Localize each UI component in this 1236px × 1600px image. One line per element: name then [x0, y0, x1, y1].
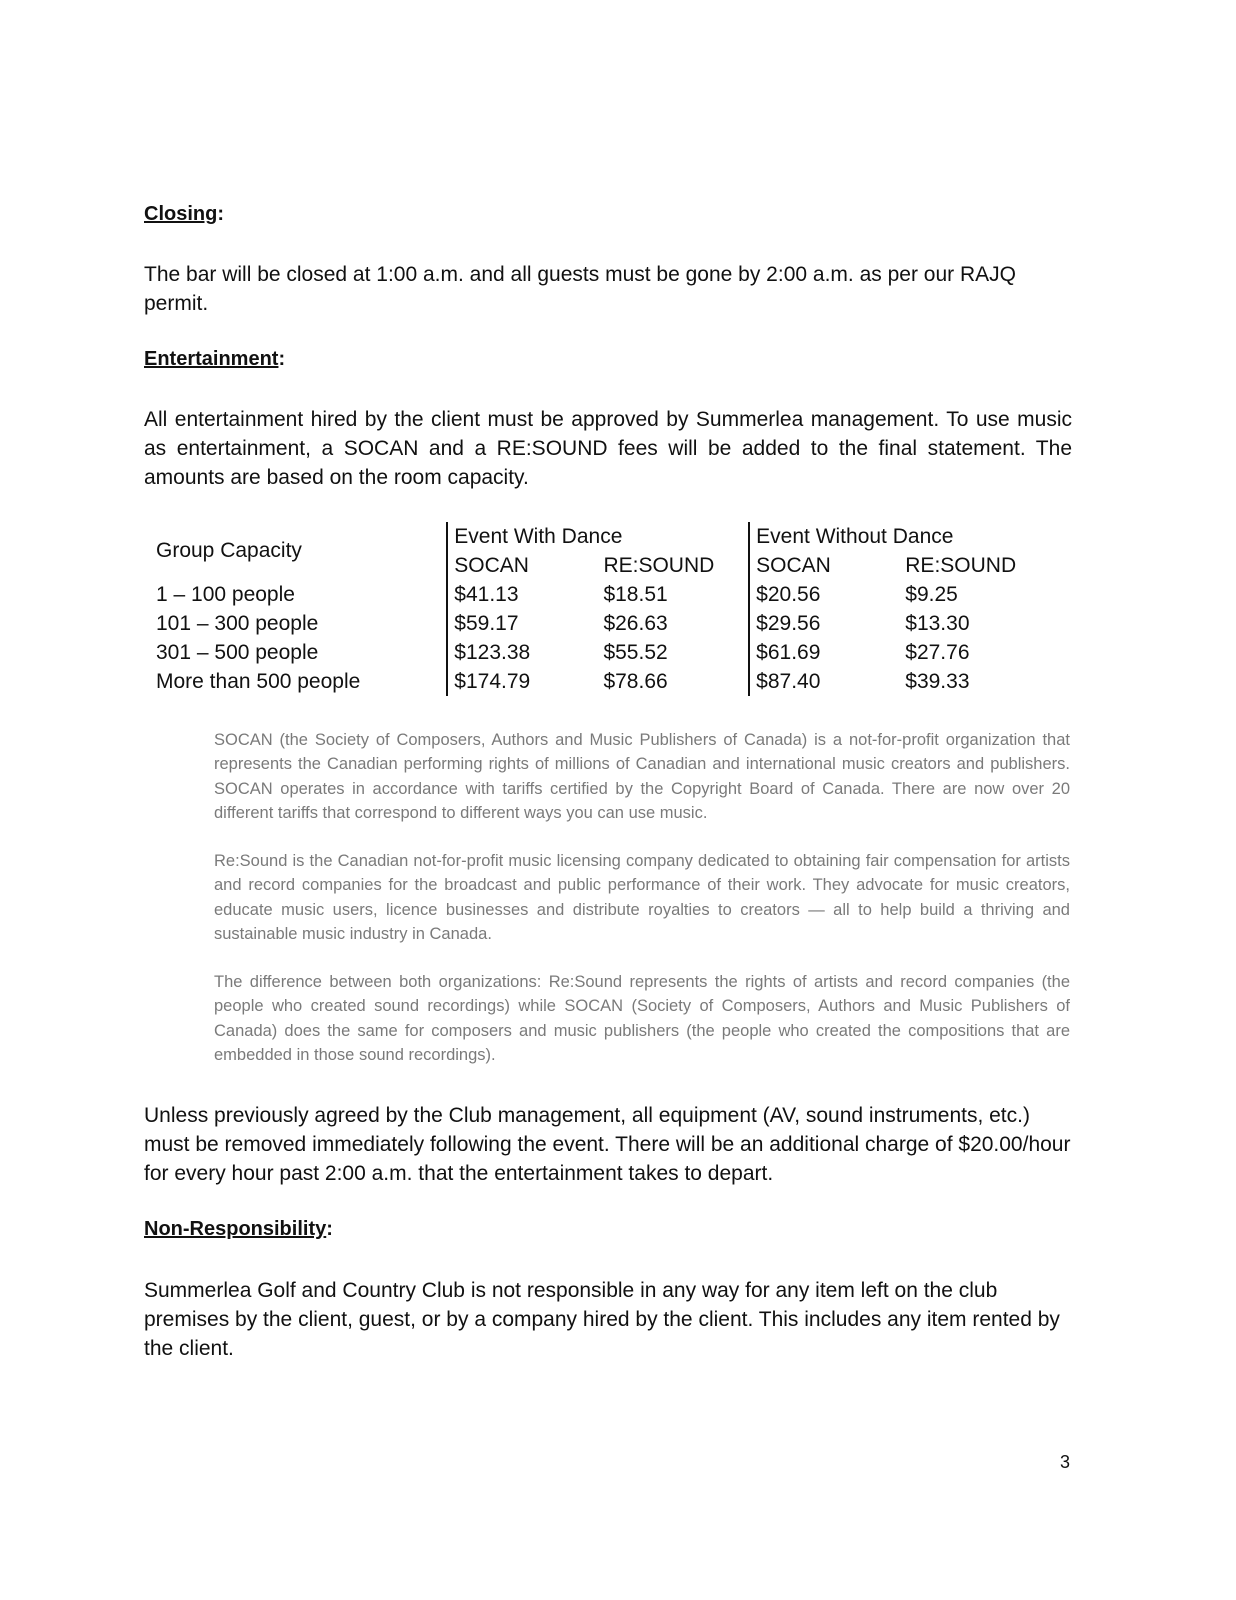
fee-table: [150, 522, 1050, 696]
fee-table-header-row: [150, 522, 1050, 551]
difference-note: The difference between both organizations: Re:Sound represents the rights of artists and record companies (the people who created sound recordings) while SOCAN (Society of Composers, Authors and Music Publishers of Canada) does the same for composers and music publishers (the people who created the compositions that are embedded in those sound recordings).: [214, 973, 1070, 1064]
without-dance-resound-cell: $39.33: [905, 669, 970, 693]
capacity-cell: 1 – 100 people: [156, 582, 295, 606]
with-dance-resound-cell: $26.63: [603, 611, 668, 635]
without-dance-resound-cell: $27.76: [905, 640, 970, 664]
with-dance-socan-cell: $174.79: [447, 667, 597, 696]
equipment-text: Unless previously agreed by the Club management, all equipment (AV, sound instruments, etc.) must be removed immediately following the event. There will be an additional charge of $20.00/hour for every hour past 2:00 a.m. that the entertainment takes to depart.: [144, 1104, 1071, 1185]
closing-heading: Closing:: [144, 203, 225, 225]
capacity-cell: 101 – 300 people: [156, 611, 319, 635]
socan-note: SOCAN (the Society of Composers, Authors and Music Publishers of Canada) is a not-for-profit organization that represents the Canadian performing rights of millions of Canadian and international music creators and publishers. SOCAN operates in accordance with tariffs certified by the Copyright Board of Canada. There are now over 20 different tariffs that correspond to different ways you can use music.: [214, 731, 1070, 822]
table-row: [150, 580, 1050, 609]
without-dance-socan-cell: $20.56: [749, 580, 899, 609]
with-dance-resound-header: RE:SOUND: [603, 553, 715, 577]
entertainment-heading: Entertainment:: [144, 348, 286, 370]
with-dance-resound-cell: $55.52: [603, 640, 668, 664]
with-dance-socan-header: SOCAN: [447, 551, 597, 580]
with-dance-socan-cell: $59.17: [447, 609, 597, 638]
entertainment-text: All entertainment hired by the client must be approved by Summerlea management. To use music as entertainment, a SOCAN and a RE:SOUND fees will be added to the final statement. The amounts are based on the room capacity.: [144, 408, 1072, 489]
with-dance-resound-cell: $18.51: [603, 582, 668, 606]
with-dance-header: Event With Dance: [447, 522, 749, 551]
capacity-cell: More than 500 people: [156, 669, 361, 693]
closing-text: The bar will be closed at 1:00 a.m. and all guests must be gone by 2:00 a.m. as per our RAJQ permit.: [144, 263, 1016, 315]
without-dance-socan-cell: $87.40: [749, 667, 899, 696]
page-number: 3: [1059, 1452, 1070, 1472]
with-dance-socan-cell: $123.38: [447, 638, 597, 667]
without-dance-resound-header: RE:SOUND: [905, 553, 1017, 577]
non-responsibility-heading: Non-Responsibility:: [144, 1218, 333, 1240]
table-row: [150, 638, 1050, 667]
without-dance-socan-header: SOCAN: [749, 551, 899, 580]
capacity-cell: 301 – 500 people: [156, 640, 319, 664]
non-responsibility-text: Summerlea Golf and Country Club is not responsible in any way for any item left on the club premises by the client, guest, or by a company hired by the client. This includes any item rented by the client.: [144, 1279, 1060, 1360]
without-dance-header: Event Without Dance: [749, 522, 1050, 551]
table-row: [150, 667, 1050, 696]
with-dance-socan-cell: $41.13: [447, 580, 597, 609]
without-dance-resound-cell: $13.30: [905, 611, 970, 635]
without-dance-socan-cell: $29.56: [749, 609, 899, 638]
group-capacity-header: Group Capacity: [156, 539, 302, 562]
table-row: [150, 609, 1050, 638]
resound-note: Re:Sound is the Canadian not-for-profit music licensing company dedicated to obtaining fair compensation for artists and record companies for the broadcast and public performance of their work. They advocate for music creators, educate music users, licence businesses and distribute royalties to creators — all to help build a thriving and sustainable music industry in Canada.: [214, 852, 1070, 943]
without-dance-resound-cell: $9.25: [905, 582, 958, 606]
without-dance-socan-cell: $61.69: [749, 638, 899, 667]
with-dance-resound-cell: $78.66: [603, 669, 668, 693]
